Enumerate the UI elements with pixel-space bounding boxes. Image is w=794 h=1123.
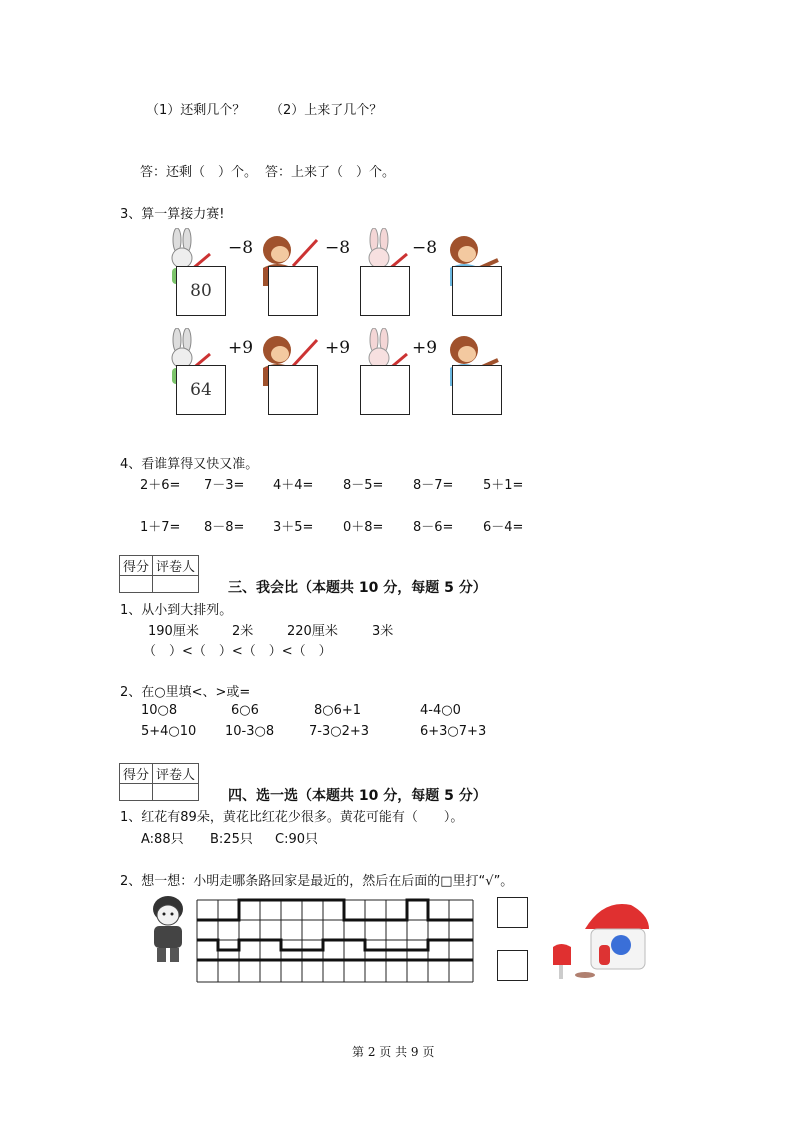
relay-op: −8 <box>412 238 438 258</box>
route-2 <box>197 940 473 950</box>
compare-q1-title: 1、从小到大排列。 <box>120 603 233 618</box>
grader-label: 评卷人 <box>153 556 199 576</box>
equation: 7－3= <box>204 478 245 493</box>
equation: 2＋6= <box>140 478 181 493</box>
relay-title: 3、算一算接力赛! <box>120 207 225 222</box>
relay-op: −8 <box>228 238 254 258</box>
score-label: 得分 <box>120 556 153 576</box>
equation: 8－6= <box>413 520 454 535</box>
choose-q1-title: 1、红花有89朵，黄花比红花少很多。黄花可能有（ ）。 <box>120 810 464 825</box>
relay-box-start <box>176 365 226 415</box>
score-box <box>119 763 199 801</box>
length-item: 220厘米 <box>287 624 338 639</box>
relay-answer-box[interactable] <box>452 365 502 415</box>
compare-item: 6+3○7+3 <box>420 724 487 739</box>
compare-q2-title: 2、在○里填<、>或= <box>120 685 251 700</box>
relay-answer-box[interactable] <box>360 365 410 415</box>
equation: 3＋5= <box>273 520 314 535</box>
relay-answer-box[interactable] <box>268 266 318 316</box>
equation: 4＋4= <box>273 478 314 493</box>
compare-item: 10○8 <box>141 703 178 718</box>
score-label: 得分 <box>120 764 153 784</box>
equation: 6－4= <box>483 520 524 535</box>
length-item: 2米 <box>232 624 254 639</box>
route-answer-box[interactable] <box>497 897 528 928</box>
relay-op: −8 <box>325 238 351 258</box>
answer-remaining: 答：还剩（ ）个。 <box>140 165 258 180</box>
option-a: A:88只 <box>141 832 184 847</box>
equation: 5＋1= <box>483 478 524 493</box>
compare-item: 7-3○2+3 <box>309 724 370 739</box>
house-illustration <box>545 895 657 987</box>
compare-item: 4-4○0 <box>420 703 461 718</box>
compare-item: 8○6+1 <box>314 703 362 718</box>
length-item: 3米 <box>372 624 394 639</box>
relay-answer-box[interactable] <box>452 266 502 316</box>
score-cell <box>120 784 153 801</box>
equation: 8－5= <box>343 478 384 493</box>
relay-answer-box[interactable] <box>268 365 318 415</box>
grader-cell <box>153 784 199 801</box>
route-answer-box[interactable] <box>497 950 528 981</box>
grader-cell <box>153 576 199 593</box>
relay-answer-box[interactable] <box>360 266 410 316</box>
relay-op: +9 <box>228 338 254 358</box>
equation: 8－8= <box>204 520 245 535</box>
equation: 8－7= <box>413 478 454 493</box>
page-number: 第 2 页 共 9 页 <box>352 1045 435 1059</box>
route-grid <box>195 898 477 988</box>
sub-question-1: （1）还剩几个？ <box>146 103 246 118</box>
relay-box-start <box>176 266 226 316</box>
length-item: 190厘米 <box>148 624 199 639</box>
quick-calc-title: 4、看谁算得又快又准。 <box>120 457 259 472</box>
choose-q2-title: 2、想一想：小明走哪条路回家是最近的，然后在后面的□里打“√”。 <box>120 874 514 889</box>
ordering-blanks: （ ）<（ ）<（ ）<（ ） <box>143 644 332 659</box>
section-4-heading: 四、选一选（本题共 10 分，每题 5 分） <box>228 788 487 804</box>
route-1 <box>197 900 473 920</box>
score-box <box>119 555 199 593</box>
answer-came-up: 答：上来了（ ）个。 <box>265 165 396 180</box>
equation: 0＋8= <box>343 520 384 535</box>
compare-item: 10-3○8 <box>225 724 275 739</box>
sub-question-2: （2）上来了几个？ <box>270 103 383 118</box>
section-3-heading: 三、我会比（本题共 10 分，每题 5 分） <box>228 580 487 596</box>
option-c: C:90只 <box>275 832 318 847</box>
grader-label: 评卷人 <box>153 764 199 784</box>
relay-op: +9 <box>325 338 351 358</box>
option-b: B:25只 <box>210 832 253 847</box>
relay-op: +9 <box>412 338 438 358</box>
relay-start-number: 80 <box>190 281 212 301</box>
boy-illustration <box>142 893 194 965</box>
equation: 1＋7= <box>140 520 181 535</box>
relay-start-number: 64 <box>190 380 212 400</box>
score-cell <box>120 576 153 593</box>
compare-item: 5+4○10 <box>141 724 197 739</box>
compare-item: 6○6 <box>231 703 259 718</box>
